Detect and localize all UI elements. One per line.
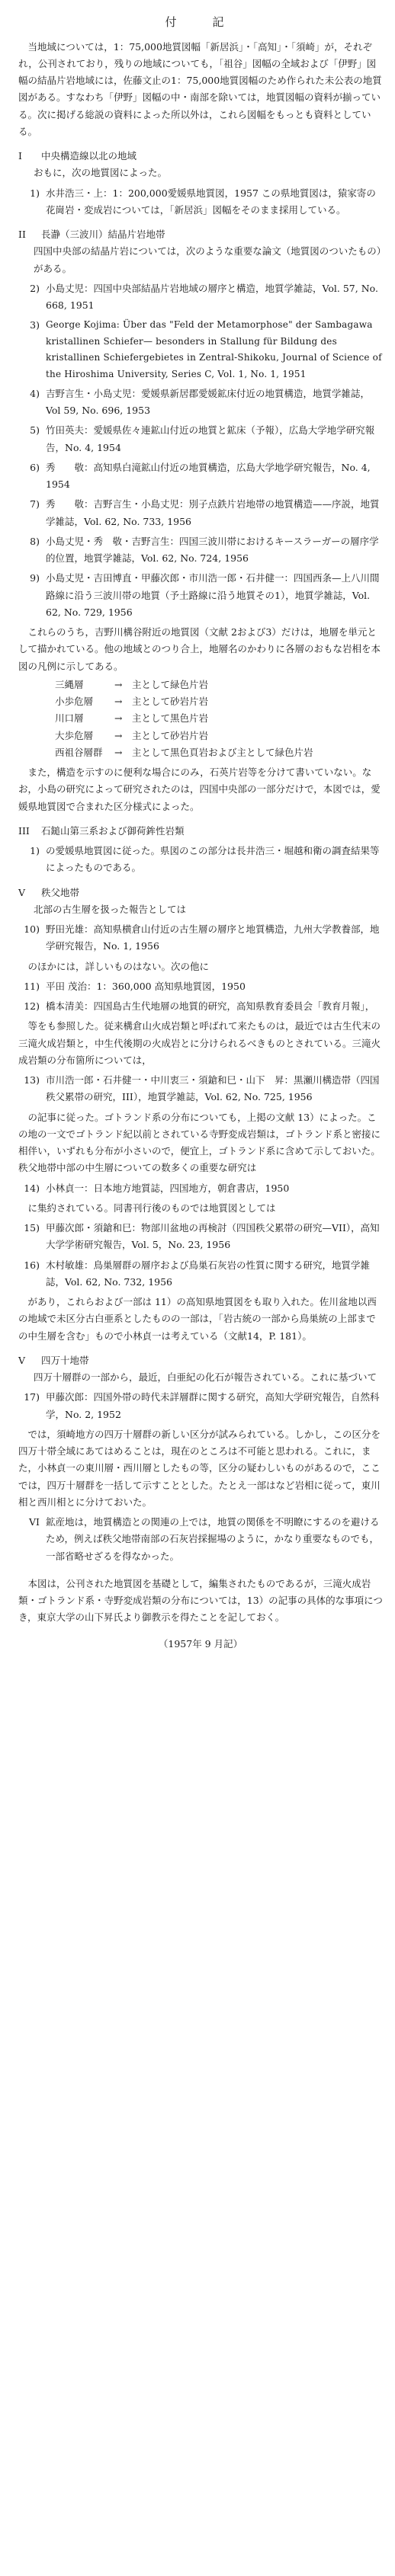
section-text: 鉱産地は，地質構造との関連の上では，地質の関係を不明瞭にするのを避けるため，例えば秩父地帯南部の石灰岩採掘場のように，かなり重要なものでも，一部省略せざるを得なかった。 bbox=[46, 1516, 380, 1562]
section-number: V bbox=[18, 886, 26, 898]
reference-item bbox=[18, 533, 383, 568]
section-3 bbox=[18, 823, 383, 877]
reference-text: 吉野言生・小島丈児：愛媛県新居郡愛媛鉱床付近の地質構造，地質学雑誌，Vol 59, No. 696, 1953 bbox=[46, 387, 371, 417]
reference-number: 2) bbox=[30, 282, 40, 294]
section-number: II bbox=[18, 229, 26, 241]
reference-number: 9) bbox=[30, 572, 40, 584]
section-number: III bbox=[18, 824, 30, 837]
reference-number: 6) bbox=[30, 461, 40, 473]
closing-paragraph: 本図は，公刊された地質図を基礎として，編集されたものであるが，三滝火成岩類・ゴトランド系・寺野変成岩類の分布については，13）の記事の具体的な事項につき，東京大学の山下昇氏より御教示を得たことを記しておく。 bbox=[18, 1577, 383, 1624]
section-heading bbox=[18, 148, 383, 165]
formation-name: 西祖谷層群 bbox=[55, 746, 103, 758]
reference-number: 16) bbox=[24, 1259, 40, 1271]
reference-item bbox=[18, 998, 383, 1015]
section-title: 石鎚山第三系および御荷鉾性岩類 bbox=[41, 824, 185, 837]
section-heading bbox=[18, 226, 383, 243]
section-heading bbox=[18, 823, 383, 840]
reference-number: 13) bbox=[24, 1074, 40, 1086]
formation-row bbox=[55, 677, 383, 693]
reference-text: 橋本清美：四国島古生代地層の地質的研究，高知県教育委員会「教育月報」， bbox=[46, 1000, 375, 1013]
body-paragraph: があり，これらおよび一部は 11）の高知県地質図をも取り入れた。佐川盆地以西の地域で未区分古白亜系としたものの一部は，「岩古統の一部から鳥巣統の上部までの中生層を含む」もので小林貞一は考えている（文献14，P. 181）。 bbox=[18, 1296, 377, 1342]
section-body: おもに，次の地質図によった。 bbox=[34, 167, 168, 179]
reference-item bbox=[18, 570, 383, 621]
section-1 bbox=[18, 148, 383, 219]
reference-item bbox=[18, 1389, 383, 1423]
formation-lithology: → 主として黒色片岩 bbox=[114, 712, 208, 725]
formation-lithology: → 主として緑色片岩 bbox=[114, 678, 208, 690]
reference-text: 木村敏雄：鳥巣層群の層序および鳥巣石灰岩の性質に関する研究，地質学雑誌，Vol. 62, No. 732, 1956 bbox=[46, 1259, 371, 1288]
reference-text: 小島丈児・秀 敬・吉野言生：四国三波川帯におけるキースラーガーの層序学的位置，地質学雑誌，Vol. 62, No. 724, 1956 bbox=[46, 535, 379, 565]
reference-item bbox=[18, 843, 383, 877]
reference-text: 秀 敬：吉野言生・小島丈児：別子点鉄片岩地帯の地質構造——序説，地質学雑誌，Vol. 62, No. 733, 1956 bbox=[46, 498, 380, 527]
reference-text: 甲藤次郎：四国外帯の時代未詳層群に関する研究，高知大学研究報告，自然科学，No. 2, 1952 bbox=[46, 1391, 380, 1420]
reference-number: 14) bbox=[24, 1182, 40, 1194]
reference-item bbox=[18, 280, 383, 315]
reference-number: 12) bbox=[24, 1000, 40, 1013]
formation-name: 小歩危層 bbox=[55, 696, 94, 708]
formation-list bbox=[18, 677, 383, 761]
body-paragraph: に集約されている。同書刊行後のものでは地質図としては bbox=[27, 1202, 276, 1214]
section-heading bbox=[18, 885, 383, 901]
page-title: 付 記 bbox=[165, 15, 236, 29]
reference-item bbox=[18, 496, 383, 530]
reference-number: 4) bbox=[30, 387, 40, 399]
reference-item bbox=[18, 1072, 383, 1106]
reference-item bbox=[18, 185, 383, 219]
reference-item bbox=[18, 978, 383, 995]
reference-text: George Kojima: Über das "Feld der Metamorphose" der Sambagawa kristallinen Schiefer— besonders in Stallung für Bildung des kristallinen Schiefergebietes in Zentral-Shikoku, Journal of Science of the Hiroshima University, Series C, Vol. 1, No. 1, 1951 bbox=[46, 319, 382, 379]
formation-lithology: → 主として黒色頁岩および主として緑色片岩 bbox=[114, 746, 313, 758]
reference-number: 15) bbox=[24, 1222, 40, 1234]
reference-text: 竹田英夫：愛媛県佐々連鉱山付近の地質と鉱床（予報），広島大学地学研究報告，No. 4, 1954 bbox=[46, 424, 375, 453]
reference-number: 7) bbox=[30, 498, 40, 510]
section-title: 中央構造線以北の地域 bbox=[41, 150, 137, 162]
section-5 bbox=[18, 1352, 383, 1565]
reference-item bbox=[18, 1257, 383, 1291]
reference-number: 17) bbox=[24, 1391, 40, 1403]
reference-number: 3) bbox=[30, 319, 40, 331]
reference-text: 甲藤次郎・須鎗和巳：物部川盆地の再検討（四国秩父累帯の研究—VII），高知大学学術研究報告，Vol. 5，No. 23, 1956 bbox=[46, 1222, 380, 1251]
body-paragraph: のほかには，詳しいものはない。次の他に bbox=[27, 960, 210, 972]
reference-number: 11) bbox=[24, 980, 40, 992]
reference-item bbox=[18, 459, 383, 494]
section-6 bbox=[18, 1514, 383, 1565]
section-number: V bbox=[18, 1354, 26, 1366]
formation-row bbox=[55, 728, 383, 744]
body-paragraph: では，須崎地方の四万十層群の新しい区分が試みられている。しかし，この区分を四万十帯全域にあてはめることは，現在のところは不可能と思われる。これに，また，小林貞一の東川層・西川層としたもの等，区分の疑わしいものがあるので，ここでは，四万十層群を一括して示すこととした。たとえ一部はなど岩相に従って，東川相と西川相とに分けておいた。 bbox=[18, 1428, 381, 1508]
reference-number: 5) bbox=[30, 424, 40, 437]
formation-name: 三縄層 bbox=[55, 678, 84, 690]
reference-item bbox=[18, 921, 383, 955]
reference-item bbox=[18, 317, 383, 382]
section-2 bbox=[18, 226, 383, 815]
reference-text: 平田 茂治：1：360,000 高知県地質図，1950 bbox=[46, 980, 246, 992]
reference-text: 市川浩一郎・石井健一・中川衷三・須鎗和巳・山下 昇：黒瀬川構造帯（四国秩父累帯の研究，III），地質学雑誌，Vol. 62, No. 725, 1956 bbox=[46, 1074, 380, 1103]
intro-paragraph: 当地域については，1：75,000地質図幅「新居浜」・「高知」・「須崎」が，それぞれ，公刊されており，残りの地域についても，「祖谷」図幅の全域および「伊野」図幅の結晶片岩地域には，佐藤文止の1：75,000地質図幅のため作られた未公表の地質図がある。すなわち「伊野」図幅の中・南部を除いては，地質図幅の資料が揃っている。次に掲げる総説の資料によった所以外は，これら図幅をもっとも資料としている。 bbox=[18, 40, 382, 137]
reference-text: 小林貞一：日本地方地質誌，四国地方，朝倉書店，1950 bbox=[46, 1182, 290, 1194]
section-body: 北部の古生層を扱った報告としては bbox=[34, 903, 187, 915]
reference-text: 小島丈児・吉田博直・甲藤次郎・市川浩一郎・石井健一：四国西条—上八川間路線に沿う三波川帯の地質（予土路線に沿う地質その1），地質学雑誌，Vol. 62, No. 729, 1956 bbox=[46, 572, 380, 618]
reference-number: 10) bbox=[24, 923, 40, 936]
section-body: 四国中央部の結晶片岩については，次のような重要な論文（地質図のついたもの）がある。 bbox=[34, 245, 382, 274]
section-title: 秩父地帯 bbox=[41, 886, 80, 898]
section-title: 長瀞（三波川）結晶片岩地帯 bbox=[41, 229, 165, 241]
reference-text: 秀 敬：高知県白滝鉱山付近の地質構造，広島大学地学研究報告，No. 4, 1954 bbox=[46, 461, 371, 491]
reference-item bbox=[18, 1220, 383, 1254]
section-body: 四万十層群の一部から，最近，白亜紀の化石が報告されている。これに基づいて bbox=[34, 1371, 377, 1384]
section-number: VI bbox=[29, 1516, 40, 1528]
reference-item bbox=[18, 1180, 383, 1197]
formation-row bbox=[55, 744, 383, 761]
date-note: （1957年 9 月記） bbox=[158, 1637, 243, 1650]
reference-number: 1) bbox=[30, 845, 40, 857]
reference-item bbox=[18, 386, 383, 420]
reference-number: 1) bbox=[30, 187, 40, 199]
formation-row bbox=[55, 710, 383, 727]
formation-name: 大歩危層 bbox=[55, 729, 94, 741]
formation-lithology: → 主として砂岩片岩 bbox=[114, 729, 208, 741]
section-title: 四万十地帯 bbox=[41, 1354, 89, 1366]
formation-name: 川口層 bbox=[55, 712, 84, 725]
reference-text: 水井浩三・上：1：200,000愛媛県地質図，1957 この県地質図は，猿家寄の花崗岩・変成岩については，「新居浜」図幅をそのまま採用している。 bbox=[46, 187, 376, 216]
section-heading bbox=[18, 1352, 383, 1369]
formation-row bbox=[55, 693, 383, 710]
reference-text: の愛媛県地質図に従った。県図のこの部分は長井浩三・堀越和衛の調査結果等によったものである。 bbox=[46, 845, 380, 874]
body-paragraph: 等をも参照した。従来構倉山火成岩類と呼ばれて来たものは，最近では古生代末の三滝火成岩類と，中生代後期の火成岩とに分けられるべきものとされている。三滝火成岩類の分布箇所については， bbox=[18, 1020, 381, 1066]
body-paragraph: また，構造を示すのに便利な場合にのみ，石英片岩等を分けて書いていない。なお，小島の研究によって研究されたのは，四国中央部の一部分だけで，本図では，愛媛県地質図で合まれた区分様式によった。 bbox=[18, 766, 381, 812]
formation-lithology: → 主として砂岩片岩 bbox=[114, 696, 208, 708]
body-paragraph: の記事に従った。ゴトランド系の分布についても，上掲の文献 13）によった。この地の一文でゴトランド紀以前とされている寺野変成岩類は，ゴトランド系と密接に相伴い，いずれも分布が小さいので，便宜上，ゴトランド系に含めて示しておいた。秩父地帯中部の中生層についての数多くの重要な研究は bbox=[18, 1111, 381, 1174]
reference-text: 小島丈児：四国中央部結晶片岩地域の層序と構造，地質学雑誌，Vol. 57, No. 668, 1951 bbox=[46, 282, 378, 312]
reference-number: 8) bbox=[30, 535, 40, 547]
section-4 bbox=[18, 885, 383, 1345]
reference-text: 野田光雄：高知県横倉山付近の古生層の層序と地質構造，九州大学教養部，地学研究報告，No. 1, 1956 bbox=[46, 923, 380, 952]
body-paragraph: これらのうち，吉野川構谷附近の地質図（文献 2および3）だけは，地層を単元として描かれている。他の地域とのつり合上，地層名のかわりに各層のおもな岩相を本図の凡例に示してある。 bbox=[18, 626, 381, 672]
reference-item bbox=[18, 422, 383, 456]
section-number: I bbox=[18, 150, 22, 162]
